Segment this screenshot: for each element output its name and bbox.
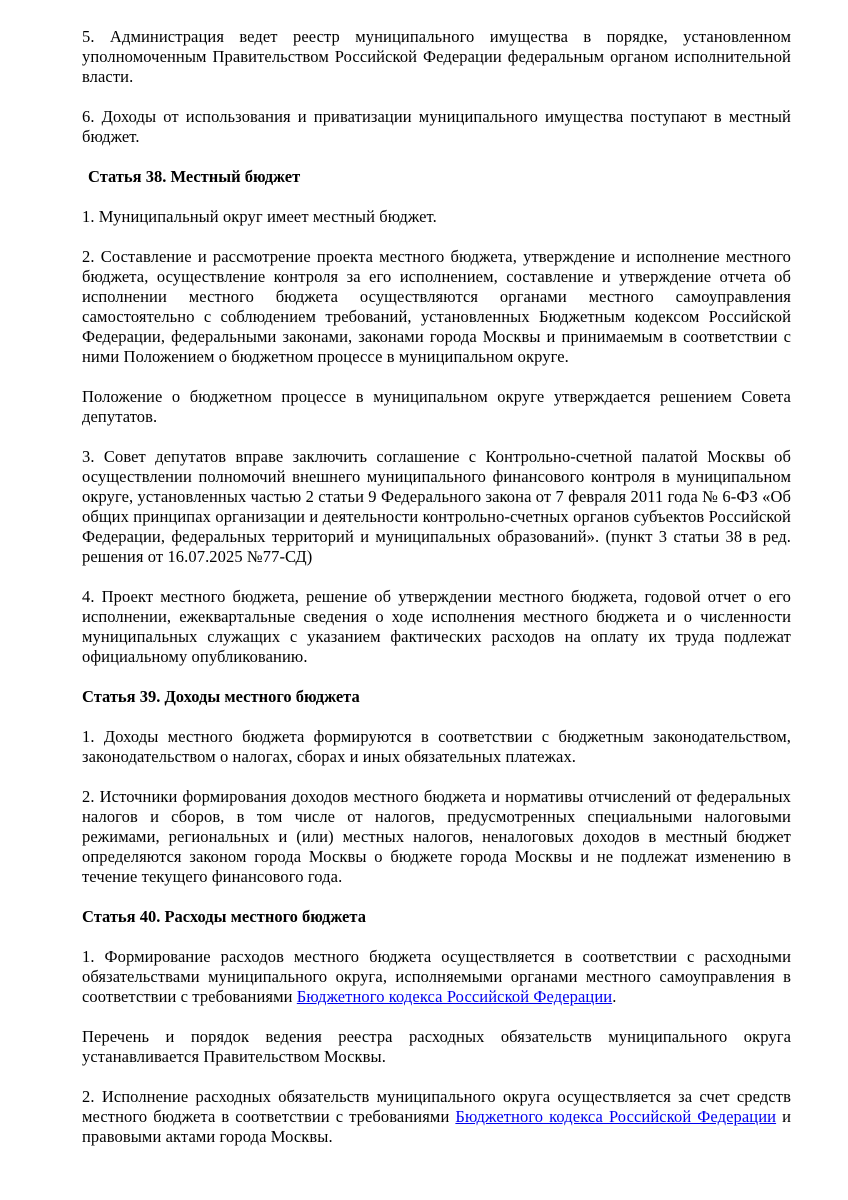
paragraph-text: . <box>612 987 617 1006</box>
paragraph-expense-register: Перечень и порядок ведения реестра расходных обязательств муниципального округа устанавливается Правительством Москвы. <box>82 1027 791 1066</box>
paragraph-budget-process-regulation: Положение о бюджетном процессе в муниципальном округе утверждается решением Совета депутатов. <box>82 387 791 426</box>
budget-code-link-1[interactable]: Бюджетного кодекса Российской Федерации <box>296 987 613 1006</box>
paragraph-38-1: 1. Муниципальный округ имеет местный бюджет. <box>82 207 437 226</box>
paragraph-privatization-income: 6. Доходы от использования и приватизации муниципального имущества поступают в местный бюджет. <box>82 107 791 146</box>
article-38-heading: Статья 38. Местный бюджет <box>88 167 301 186</box>
paragraph-40-2 <box>82 1087 791 1147</box>
paragraph-text: 2. Исполнение расходных обязательств муниципального округа осуществляется за счет средств местного бюджета в соответствии с требованиями <box>82 1087 791 1126</box>
paragraph-text: 1. Формирование расходов местного бюджета осуществляется в соответствии с расходными обязательствами муниципального округа, исполняемыми органами местного самоуправления в соответствии с требованиями <box>82 947 791 1006</box>
budget-code-link-2[interactable]: Бюджетного кодекса Российской Федерации <box>455 1107 777 1126</box>
paragraph-text: и правовыми актами города Москвы. <box>82 1107 792 1146</box>
paragraph-38-3: 3. Совет депутатов вправе заключить соглашение с Контрольно-счетной палатой Москвы об осуществлении полномочий внешнего муниципального финансового контроля в муниципальном округе, установленных частью 2 статьи 9 Федерального закона от 7 февраля 2011 года № 6-ФЗ «Об общих принципах организации и деятельности контрольно-счетных органов субъектов Российской Федерации, федеральных территорий и муниципальных образований». (пункт 3 статьи 38 в ред. решения от 16.07.2025 №77-СД) <box>82 447 791 566</box>
paragraph-38-2: 2. Составление и рассмотрение проекта местного бюджета, утверждение и исполнение местного бюджета, осуществление контроля за его исполнением, составление и утверждение отчета об исполнении местного бюджета осуществляются органами местного самоуправления самостоятельно с соблюдением требований, установленных Бюджетным кодексом Российской Федерации, федеральными законами, законами города Москвы и принимаемым в соответствии с ними Положением о бюджетном процессе в муниципальном округе. <box>82 247 791 366</box>
paragraph-38-4: 4. Проект местного бюджета, решение об утверждении местного бюджета, годовой отчет о его исполнении, ежеквартальные сведения о ходе исполнения местного бюджета и о численности муниципальных служащих с указанием фактических расходов на оплату их труда подлежат официальному опубликованию. <box>82 587 791 666</box>
paragraph-40-1 <box>82 947 791 1007</box>
paragraph-39-2: 2. Источники формирования доходов местного бюджета и нормативы отчислений от федеральных налогов и сборов, в том числе от налогов, предусмотренных специальными налоговыми режимами, региональных и (или) местных налогов, неналоговых доходов в местный бюджет определяются законом города Москвы о бюджете города Москвы и не подлежат изменению в течение текущего финансового года. <box>82 787 791 886</box>
article-39-heading: Статья 39. Доходы местного бюджета <box>82 687 360 706</box>
article-40-heading: Статья 40. Расходы местного бюджета <box>82 907 366 926</box>
paragraph-property-registry: 5. Администрация ведет реестр муниципального имущества в порядке, установленном уполномоченным Правительством Российской Федерации федеральным органом исполнительной власти. <box>82 27 791 86</box>
paragraph-39-1: 1. Доходы местного бюджета формируются в соответствии с бюджетным законодательством, законодательством о налогах, сборах и иных обязательных платежах. <box>82 727 791 766</box>
